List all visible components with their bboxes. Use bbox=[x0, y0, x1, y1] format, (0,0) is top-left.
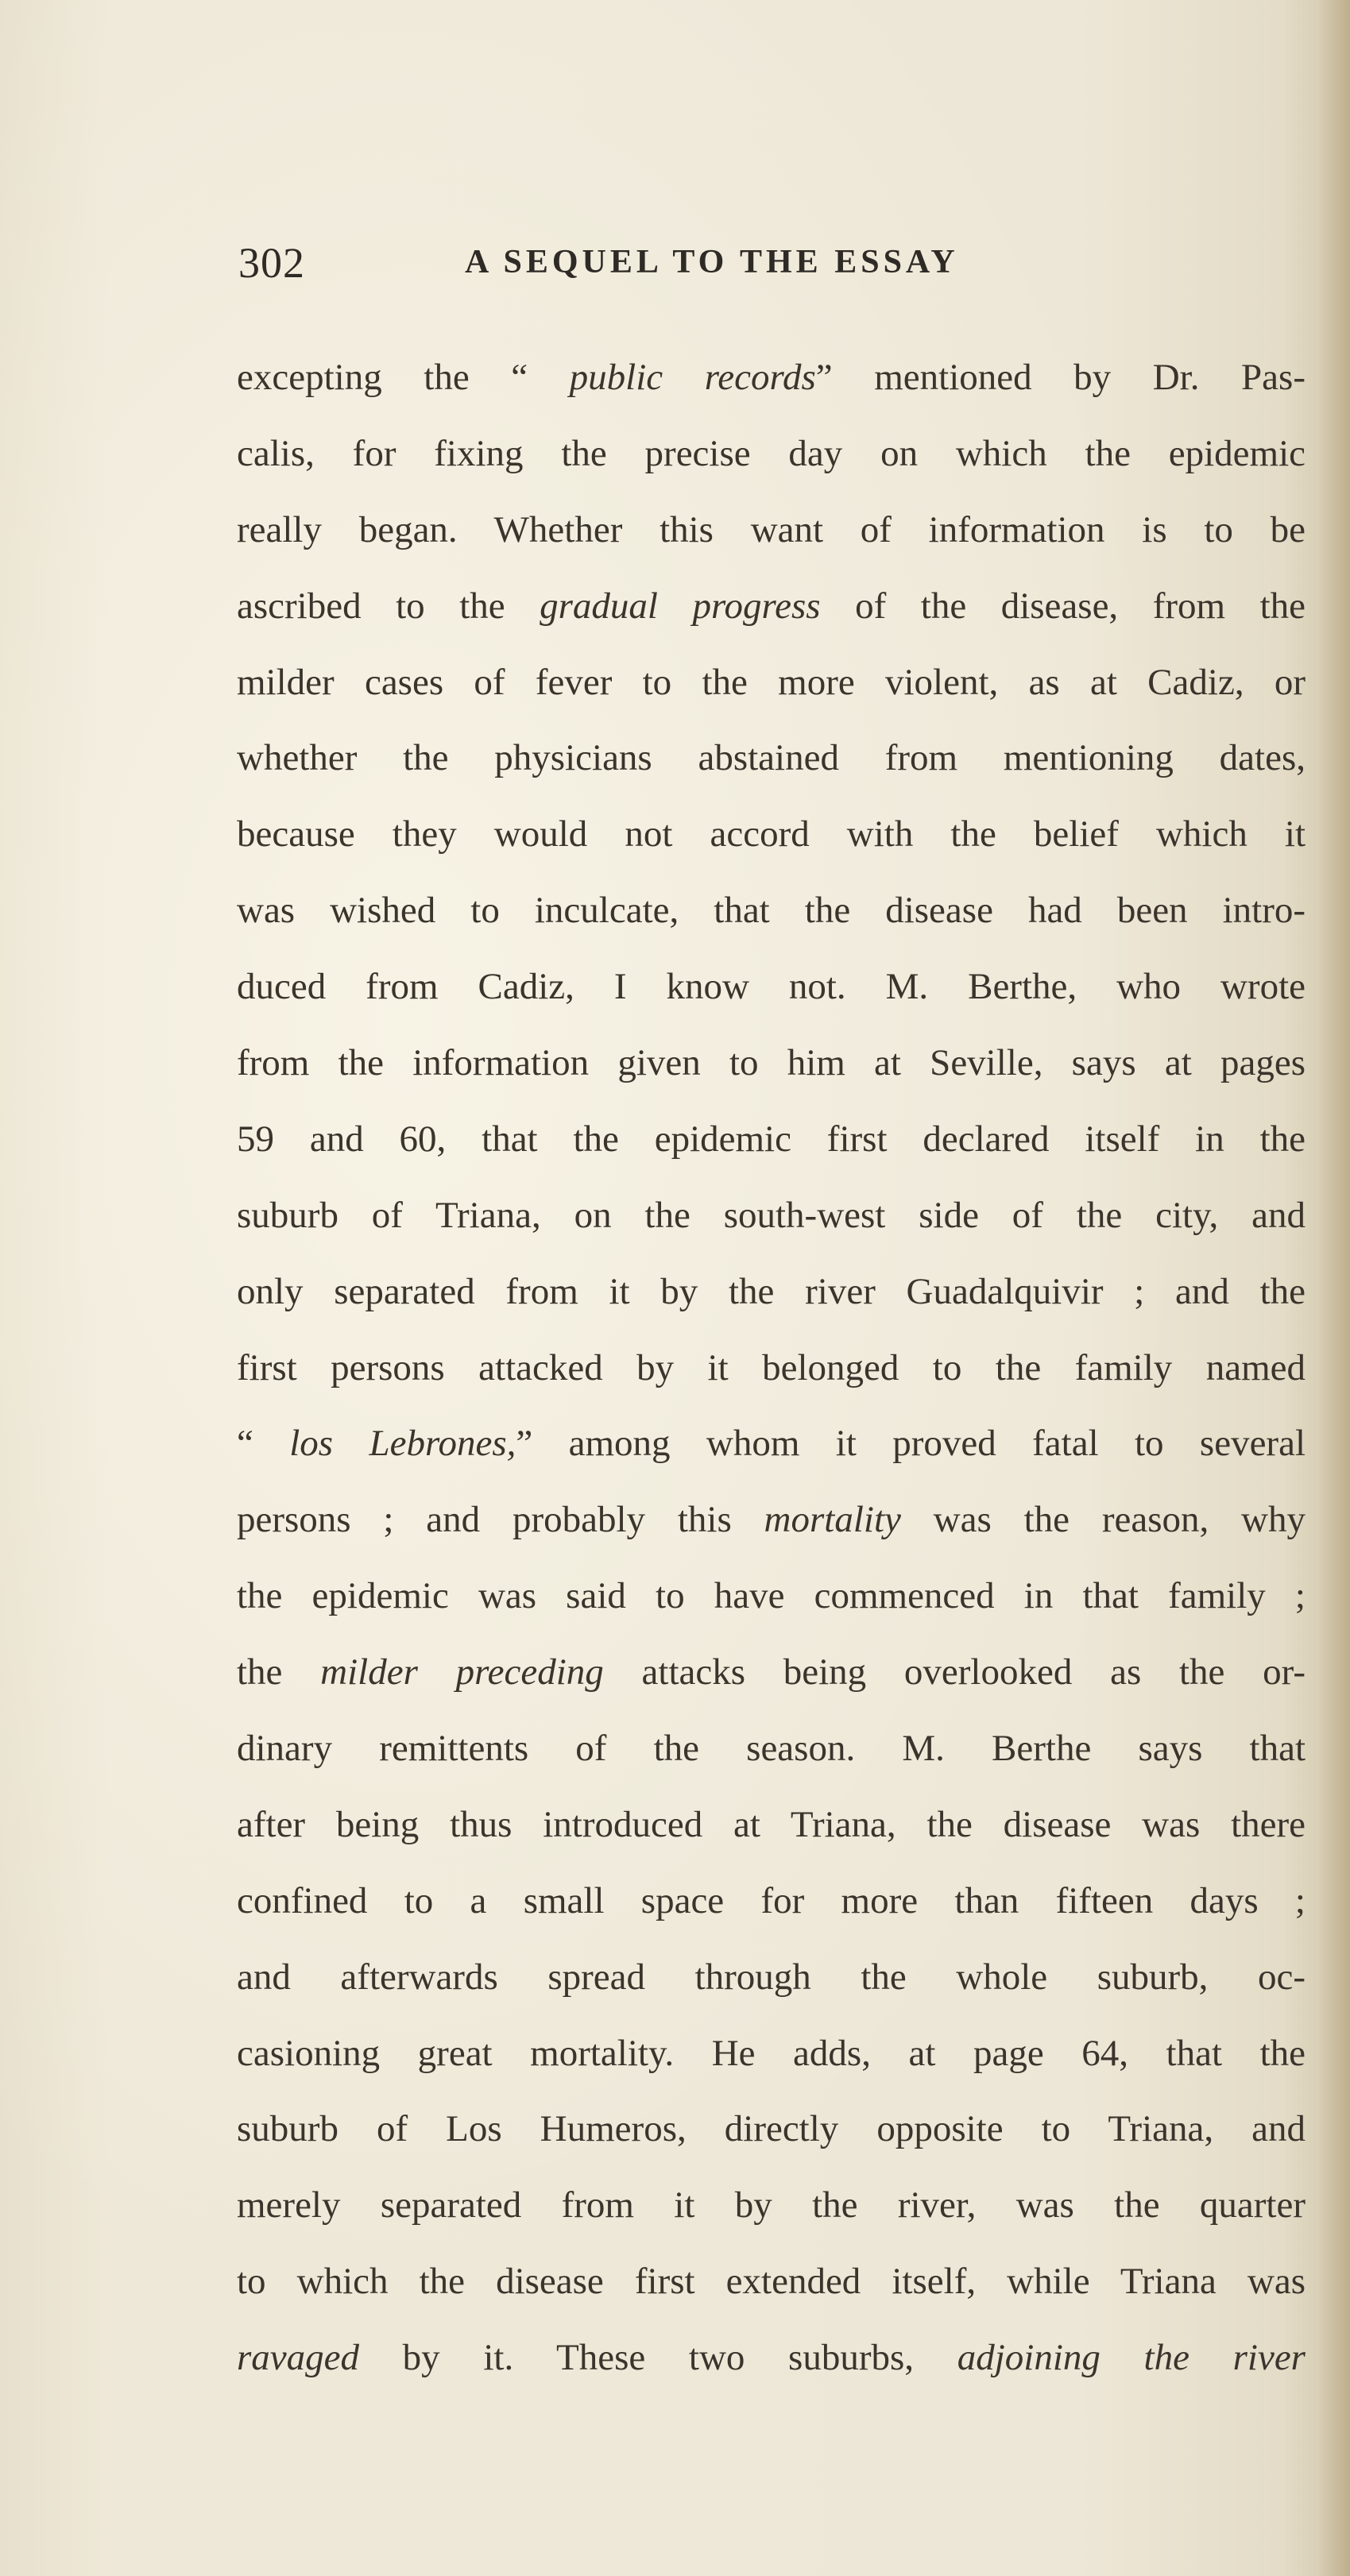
text-line: casioning great mortality. He adds, at page 64, that the bbox=[237, 2032, 1306, 2074]
text-line: because they would not accord with the belief which it bbox=[237, 813, 1306, 855]
text-line: calis, for fixing the precise day on which the epidemic bbox=[237, 432, 1306, 474]
text-line: really began. Whether this want of information is to be bbox=[237, 508, 1306, 550]
running-title: A SEQUEL TO THE ESSAY bbox=[465, 244, 959, 280]
text-line: “ los Lebrones,” among whom it proved fatal to several bbox=[237, 1423, 1306, 1465]
text-line: was wished to inculcate, that the disease had been intro- bbox=[237, 890, 1306, 932]
text-line: persons ; and probably this mortality was the reason, why bbox=[237, 1499, 1306, 1541]
running-head bbox=[238, 238, 1144, 302]
text-line: duced from Cadiz, I know not. M. Berthe, who wrote bbox=[237, 966, 1306, 1008]
text-line: ravaged by it. These two suburbs, adjoining the river bbox=[237, 2337, 1306, 2379]
page-edge-shadow bbox=[1318, 0, 1350, 2576]
body-text bbox=[237, 340, 1306, 2396]
text-line: suburb of Triana, on the south-west side of the city, and bbox=[237, 1194, 1306, 1236]
text-line: first persons attacked by it belonged to the family named bbox=[237, 1346, 1306, 1388]
text-line: and afterwards spread through the whole suburb, oc- bbox=[237, 1956, 1306, 1998]
text-line: only separated from it by the river Guadalquivir ; and the bbox=[237, 1270, 1306, 1312]
text-line: from the information given to him at Seville, says at pages bbox=[237, 1042, 1306, 1084]
text-line: dinary remittents of the season. M. Berthe says that bbox=[237, 1728, 1306, 1770]
text-line: whether the physicians abstained from mentioning dates, bbox=[237, 737, 1306, 779]
text-line: suburb of Los Humeros, directly opposite to Triana, and bbox=[237, 2108, 1306, 2150]
text-line: confined to a small space for more than fifteen days ; bbox=[237, 1879, 1306, 1921]
text-line: 59 and 60, that the epidemic first declared itself in the bbox=[237, 1118, 1306, 1160]
text-line: ascribed to the gradual progress of the disease, from the bbox=[237, 585, 1306, 627]
text-line: excepting the “ public records” mentioned by Dr. Pas- bbox=[237, 357, 1306, 398]
text-line: merely separated from it by the river, was the quarter bbox=[237, 2184, 1306, 2226]
text-line: the epidemic was said to have commenced in that family ; bbox=[237, 1575, 1306, 1617]
text-line: milder cases of fever to the more violent, as at Cadiz, or bbox=[237, 661, 1306, 703]
text-line: after being thus introduced at Triana, the disease was there bbox=[237, 1803, 1306, 1845]
page-number: 302 bbox=[238, 239, 305, 287]
text-line: to which the disease first extended itself, while Triana was bbox=[237, 2261, 1306, 2303]
text-line: the milder preceding attacks being overlooked as the or- bbox=[237, 1651, 1306, 1694]
